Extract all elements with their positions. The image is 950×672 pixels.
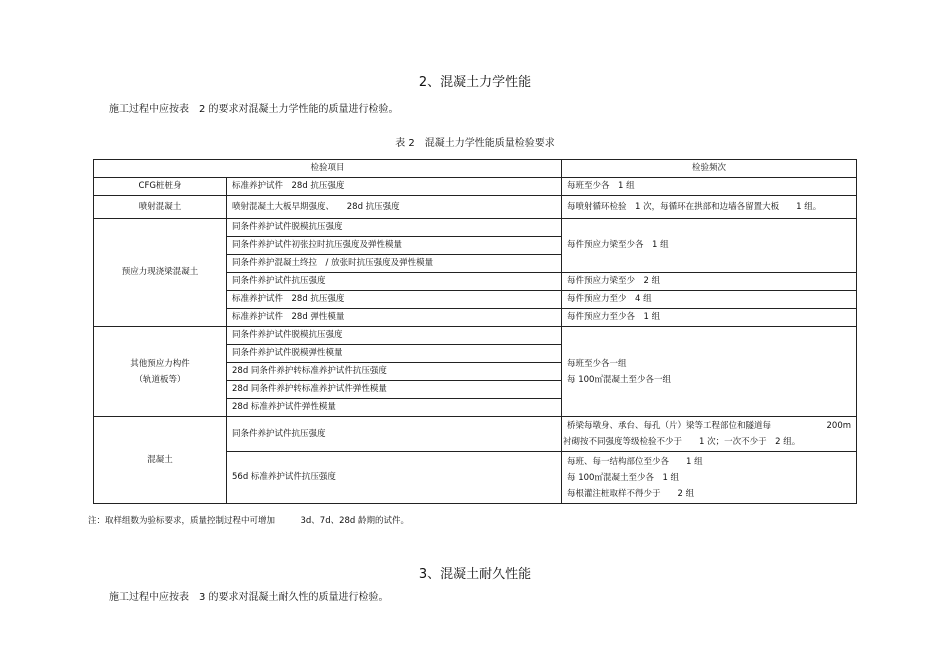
section-3-heading: 3、混凝土耐久性能 [418, 567, 532, 582]
item-cell: 同条件养护试件抗压强度 [227, 273, 562, 291]
section-2-paragraph: 施工过程中应按表 2 的要求对混凝土力学性能的质量进行检验。 [109, 104, 399, 115]
frequency-cell: 每件预应力梁至少 2 组 [562, 273, 857, 291]
frequency-line [567, 418, 851, 434]
item-cell: 28d 同条件养护转标准养护试件弹性模量 [227, 381, 562, 399]
item-cell: 同条件养护试件抗压强度 [227, 417, 562, 452]
table-row [94, 219, 857, 237]
frequency-cell: 每班至少各 1 组 [562, 178, 857, 196]
item-cell: 28d 标准养护试件弹性模量 [227, 399, 562, 417]
item-cell: 标准养护试件 28d 弹性模量 [227, 309, 562, 327]
inspection-requirements-table [93, 159, 857, 504]
section-2-heading: 2、混凝土力学性能 [418, 75, 532, 90]
frequency-cell: 每件预应力梁至少各 1 组 [562, 219, 857, 273]
frequency-line: 每根灌注桩取样不得少于 2 组 [567, 488, 695, 499]
frequency-line: 每班至少各一组 [567, 358, 627, 369]
item-cell: 同条件养护混凝土终拉 / 放张时抗压强度及弹性模量 [227, 255, 562, 273]
frequency-line: 每 100㎡混凝土至少各 1 组 [567, 472, 680, 483]
header-frequency: 检验频次 [562, 160, 857, 178]
frequency-cell: 每件预应力至少各 1 组 [562, 309, 857, 327]
item-cell: 同条件养护试件脱模抗压强度 [227, 219, 562, 237]
item-cell: 28d 同条件养护转标准养护试件抗压强度 [227, 363, 562, 381]
table-caption: 表 2 混凝土力学性能质量检验要求 [395, 138, 555, 149]
table-row [94, 327, 857, 345]
frequency-cell: 每喷射循环检验 1 次，每循环在拱部和边墙各留置大板 1 组。 [562, 196, 857, 219]
frequency-line-left: 桥梁每墩身、承台、每孔（片）梁等工程部位和隧道每 [567, 421, 772, 431]
category-other-prestressed [94, 327, 227, 417]
category-line: 其他预应力构件 [130, 358, 190, 369]
table-row [94, 178, 857, 196]
frequency-line: 衬砌按不同强度等级检验不少于 1 次；一次不少于 2 组。 [563, 437, 801, 447]
category-prestressed: 预应力现浇梁混凝土 [94, 219, 227, 327]
frequency-line-right: 200m [826, 421, 852, 431]
item-cell: 标准养护试件 28d 抗压强度 [227, 291, 562, 309]
table-note: 注：取样组数为验标要求，质量控制过程中可增加 3d、7d、28d 龄期的试件。 [88, 516, 410, 526]
frequency-cell: 每件预应力至少 4 组 [562, 291, 857, 309]
category-line: （轨道板等） [134, 374, 186, 385]
category-concrete: 混凝土 [94, 417, 227, 504]
item-cell: 标准养护试件 28d 抗压强度 [227, 178, 562, 196]
category-cfg: CFG桩桩身 [94, 178, 227, 196]
frequency-line: 每 100㎡混凝土至少各一组 [567, 374, 671, 385]
frequency-cell [562, 452, 857, 504]
category-shotcrete: 喷射混凝土 [94, 196, 227, 219]
frequency-line: 每班、每一结构部位至少各 1 组 [567, 456, 703, 467]
item-cell: 同条件养护试件脱模抗压强度 [227, 327, 562, 345]
frequency-cell [562, 327, 857, 417]
frequency-cell [562, 417, 857, 452]
header-item: 检验项目 [94, 160, 562, 178]
table-header-row [94, 160, 857, 178]
item-cell: 同条件养护试件初张拉时抗压强度及弹性模量 [227, 237, 562, 255]
item-cell: 56d 标准养护试件抗压强度 [227, 452, 562, 504]
section-3-paragraph: 施工过程中应按表 3 的要求对混凝土耐久性的质量进行检验。 [109, 592, 389, 603]
table-row [94, 196, 857, 219]
table-row [94, 417, 857, 452]
item-cell: 喷射混凝土大板早期强度、 28d 抗压强度 [227, 196, 562, 219]
item-cell: 同条件养护试件脱模弹性模量 [227, 345, 562, 363]
